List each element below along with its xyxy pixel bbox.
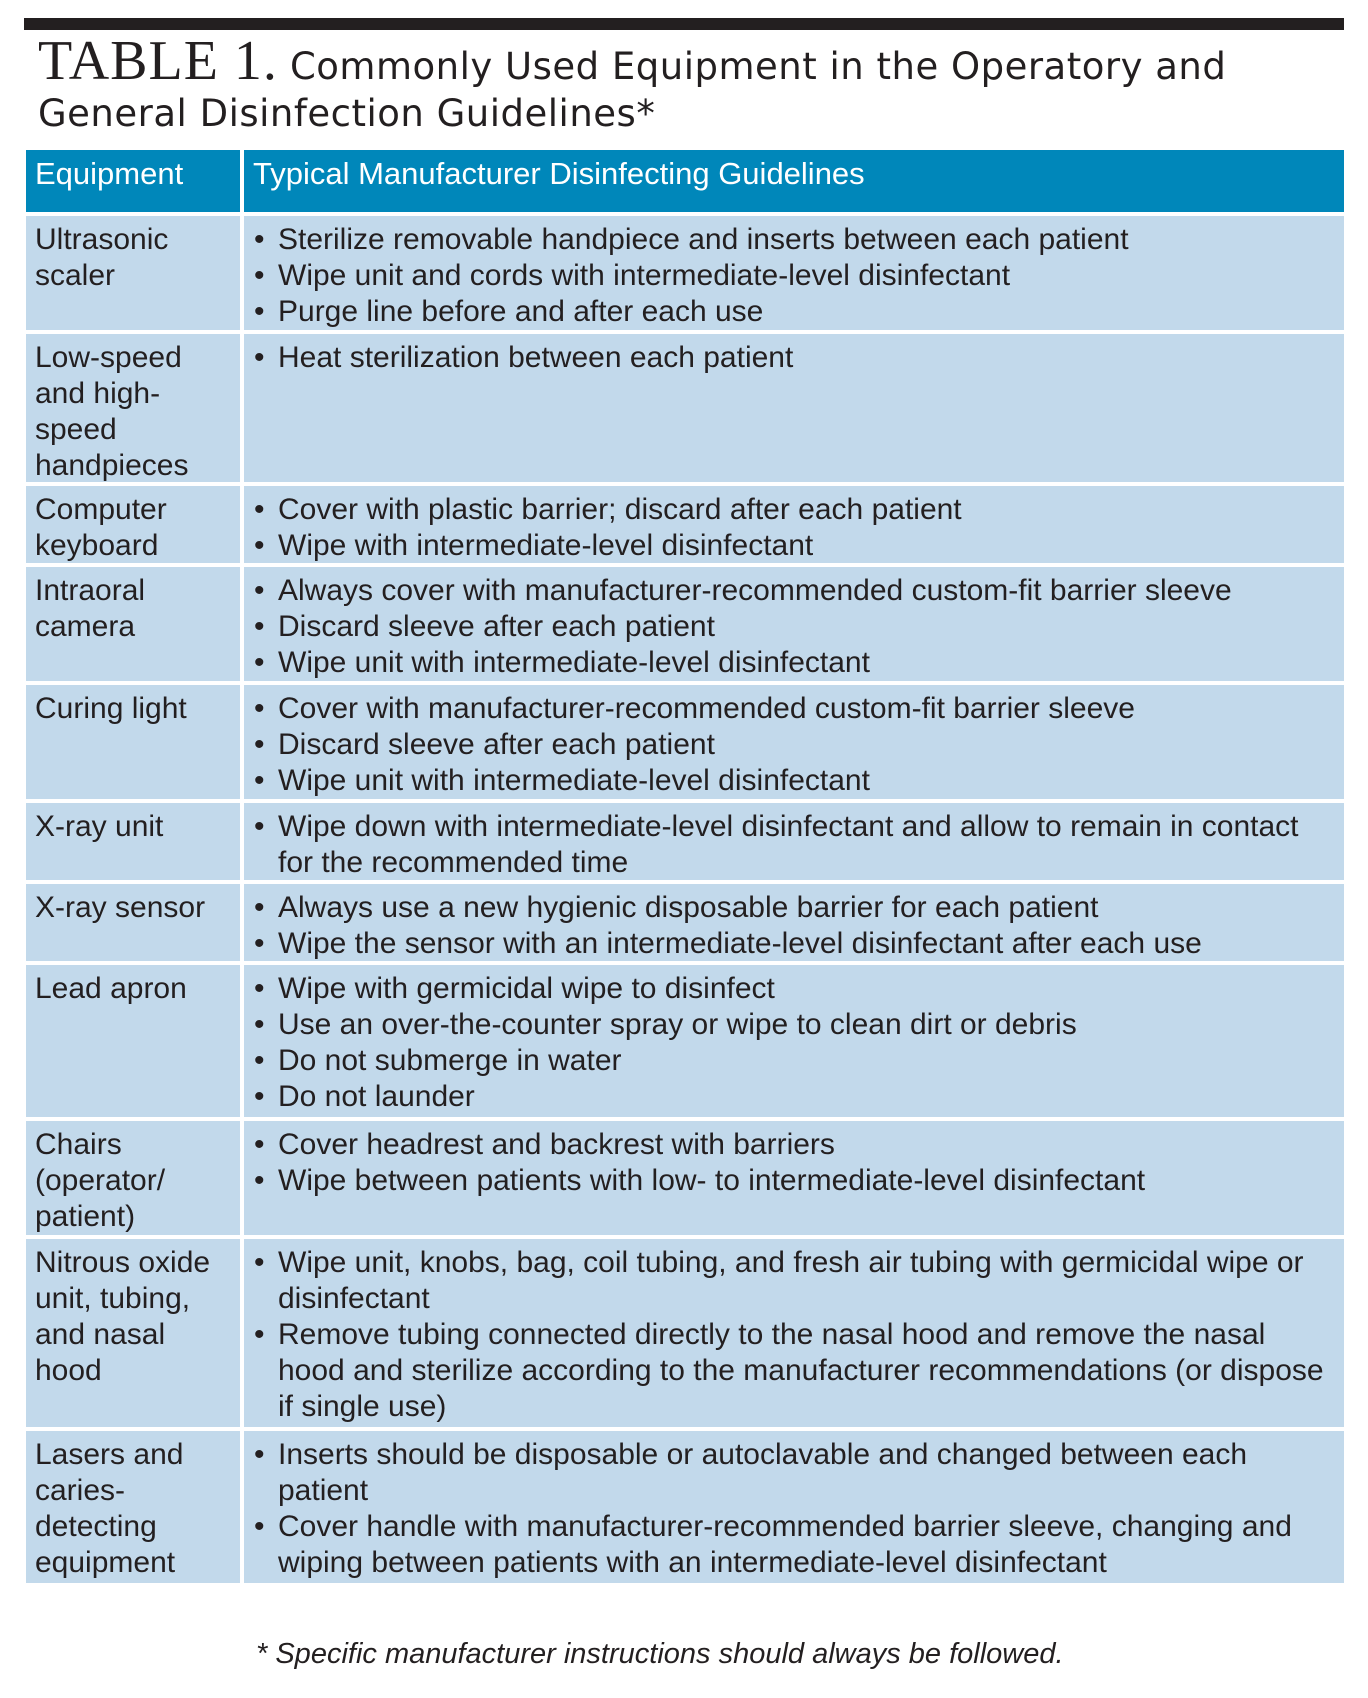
guidelines-cell xyxy=(244,486,1344,563)
disinfection-table xyxy=(26,150,1344,1583)
header-guidelines: Typical Manufacturer Disinfecting Guidelines xyxy=(244,150,1344,212)
guideline-item: • Sterilize removable handpiece and inserts between each patient xyxy=(254,222,1336,258)
guideline-item: • Inserts should be disposable or autoclavable and changed between each patient xyxy=(254,1437,1336,1509)
guideline-item: • Wipe with germicidal wipe to disinfect xyxy=(254,971,1336,1007)
guidelines-cell xyxy=(244,334,1344,482)
guideline-item: • Do not submerge in water xyxy=(254,1043,1336,1079)
guideline-item: • Wipe unit and cords with intermediate-level disinfectant xyxy=(254,258,1336,294)
table-title xyxy=(38,30,1338,136)
top-rule xyxy=(24,18,1344,30)
equipment-cell: Ultrasonic scaler xyxy=(26,216,240,330)
header-equipment: Equipment xyxy=(26,150,240,212)
guidelines-cell xyxy=(244,567,1344,681)
equipment-cell: Curing light xyxy=(26,685,240,799)
title-text-line1: Commonly Used Equipment in the Operatory and xyxy=(289,45,1227,88)
footnote: * Specific manufacturer instructions should always be followed. xyxy=(256,1638,1064,1670)
guideline-item: • Discard sleeve after each patient xyxy=(254,727,1336,763)
equipment-cell: Lead apron xyxy=(26,965,240,1117)
guidelines-cell xyxy=(244,965,1344,1117)
guideline-item: • Always use a new hygienic disposable barrier for each patient xyxy=(254,890,1336,926)
guideline-item: • Wipe unit with intermediate-level disinfectant xyxy=(254,763,1336,799)
equipment-cell: Lasers and caries-detecting equipment xyxy=(26,1431,240,1583)
guideline-item: • Do not launder xyxy=(254,1079,1336,1115)
equipment-cell: Low-speed and high-speed handpieces xyxy=(26,334,240,482)
guideline-item: • Wipe unit with intermediate-level disinfectant xyxy=(254,645,1336,681)
guideline-item: • Always cover with manufacturer-recommended custom-fit barrier sleeve xyxy=(254,573,1336,609)
guidelines-cell xyxy=(244,884,1344,961)
guidelines-cell xyxy=(244,685,1344,799)
guideline-item: • Cover with manufacturer-recommended custom-fit barrier sleeve xyxy=(254,691,1336,727)
equipment-cell: Intraoral camera xyxy=(26,567,240,681)
guidelines-cell xyxy=(244,1121,1344,1235)
guideline-item: • Use an over-the-counter spray or wipe to clean dirt or debris xyxy=(254,1007,1336,1043)
guideline-item: • Wipe the sensor with an intermediate-level disinfectant after each use xyxy=(254,926,1336,962)
guidelines-cell xyxy=(244,216,1344,330)
equipment-cell: Nitrous oxide unit, tubing, and nasal hood xyxy=(26,1239,240,1427)
title-text-line2: General Disinfection Guidelines* xyxy=(38,92,656,135)
guideline-item: • Wipe unit, knobs, bag, coil tubing, and fresh air tubing with germicidal wipe or disinfectant xyxy=(254,1245,1336,1317)
guidelines-cell xyxy=(244,1239,1344,1427)
guideline-item: • Cover headrest and backrest with barriers xyxy=(254,1127,1336,1163)
guidelines-cell xyxy=(244,803,1344,880)
guideline-item: • Remove tubing connected directly to the nasal hood and remove the nasal hood and sterilize according to the manufacturer recommendations (or dispose if single use) xyxy=(254,1317,1336,1425)
guideline-item: • Wipe with intermediate-level disinfectant xyxy=(254,528,1336,564)
equipment-cell: Computer keyboard xyxy=(26,486,240,563)
guidelines-cell xyxy=(244,1431,1344,1583)
equipment-cell: X-ray unit xyxy=(26,803,240,880)
guideline-item: • Purge line before and after each use xyxy=(254,294,1336,330)
equipment-cell: X-ray sensor xyxy=(26,884,240,961)
table-label: TABLE 1. xyxy=(38,30,278,92)
equipment-cell: Chairs (operator/ patient) xyxy=(26,1121,240,1235)
guideline-item: • Wipe down with intermediate-level disinfectant and allow to remain in contact for the recommended time xyxy=(254,809,1336,881)
guideline-item: • Wipe between patients with low- to intermediate-level disinfectant xyxy=(254,1163,1336,1199)
guideline-item: • Cover handle with manufacturer-recommended barrier sleeve, changing and wiping between patients with an intermediate-level disinfectant xyxy=(254,1509,1336,1581)
guideline-item: • Heat sterilization between each patient xyxy=(254,340,1336,376)
guideline-item: • Cover with plastic barrier; discard after each patient xyxy=(254,492,1336,528)
guideline-item: • Discard sleeve after each patient xyxy=(254,609,1336,645)
